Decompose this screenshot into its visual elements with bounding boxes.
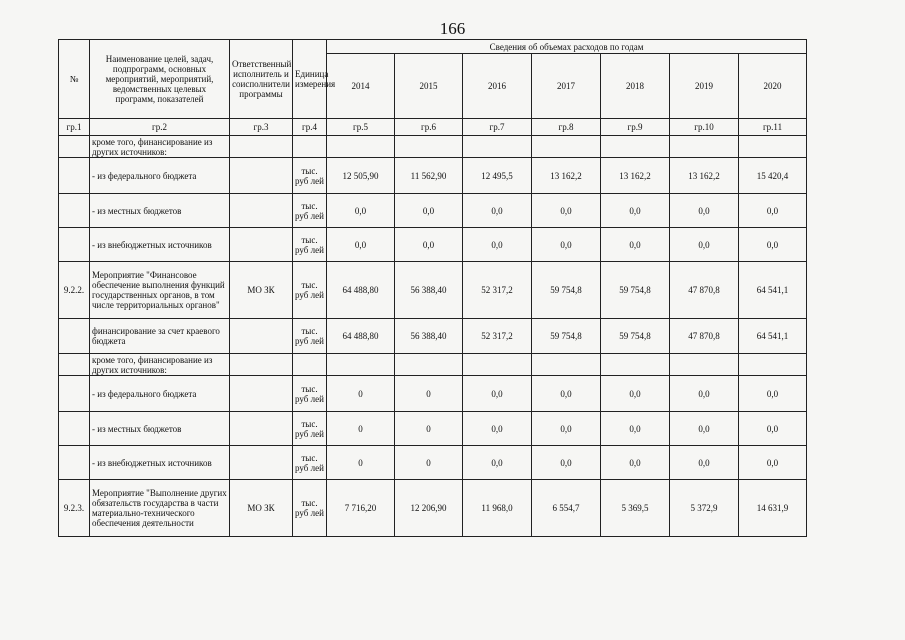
header-year: 2020 [739,54,807,119]
row-value: 52 317,2 [463,319,532,354]
row-value: 0,0 [532,412,601,446]
row-value: 0,0 [739,446,807,480]
row-value: 0 [327,446,395,480]
column-number: гр.5 [327,119,395,136]
header-year: 2019 [670,54,739,119]
row-responsible [230,354,293,376]
row-value: 64 541,1 [739,319,807,354]
column-number: гр.9 [601,119,670,136]
row-name: - из местных бюджетов [90,412,230,446]
row-value: 0 [395,446,463,480]
row-value: 11 968,0 [463,480,532,537]
row-value: 15 420,4 [739,158,807,194]
row-name: Мероприятие "Выполнение других обязательств государства в части материально-технического обеспечения деятельности [90,480,230,537]
row-number: 9.2.2. [59,262,90,319]
row-unit: тыс. руб лей [293,158,327,194]
header-year: 2017 [532,54,601,119]
row-value: 12 495,5 [463,158,532,194]
row-unit: тыс. руб лей [293,194,327,228]
row-number: 9.2.3. [59,480,90,537]
row-value: 59 754,8 [601,319,670,354]
row-responsible [230,228,293,262]
row-number [59,376,90,412]
row-value: 0,0 [739,376,807,412]
table-row [59,446,807,480]
row-value: 0 [327,376,395,412]
table-row [59,194,807,228]
row-value: 7 716,20 [327,480,395,537]
row-unit: тыс. руб лей [293,319,327,354]
row-value: 0,0 [463,446,532,480]
column-number: гр.4 [293,119,327,136]
row-value: 0,0 [739,412,807,446]
column-number: гр.10 [670,119,739,136]
row-value: 64 541,1 [739,262,807,319]
column-number: гр.11 [739,119,807,136]
table-row [59,228,807,262]
row-value: 0,0 [395,194,463,228]
row-value [532,354,601,376]
row-number [59,194,90,228]
row-value: 0,0 [601,376,670,412]
row-value: 0,0 [532,376,601,412]
row-value: 13 162,2 [601,158,670,194]
row-value: 0 [327,412,395,446]
row-value: 52 317,2 [463,262,532,319]
row-value: 56 388,40 [395,262,463,319]
table-body [59,119,807,537]
row-value: 47 870,8 [670,319,739,354]
column-number: гр.6 [395,119,463,136]
row-responsible [230,412,293,446]
row-value: 0,0 [601,194,670,228]
header-responsible: Ответственный исполнитель и соисполнители программы [230,40,293,119]
row-value: 0,0 [463,376,532,412]
column-number: гр.1 [59,119,90,136]
row-unit: тыс. руб лей [293,376,327,412]
row-value: 0,0 [532,446,601,480]
table-row [59,158,807,194]
row-unit: тыс. руб лей [293,262,327,319]
row-name: финансирование за счет краевого бюджета [90,319,230,354]
row-unit [293,136,327,158]
row-value: 0,0 [395,228,463,262]
row-value: 5 369,5 [601,480,670,537]
row-value: 0,0 [670,376,739,412]
row-number [59,412,90,446]
row-value: 13 162,2 [670,158,739,194]
row-value [739,136,807,158]
row-value: 0,0 [670,446,739,480]
page-number: 166 [439,19,466,38]
row-value: 64 488,80 [327,262,395,319]
row-value: 0,0 [601,412,670,446]
row-value: 0 [395,376,463,412]
header-expenses: Сведения об объемах расходов по годам [327,40,807,54]
row-value: 47 870,8 [670,262,739,319]
row-name: - из внебюджетных источников [90,446,230,480]
row-value: 11 562,90 [395,158,463,194]
row-unit [293,354,327,376]
row-number [59,136,90,158]
row-value: 59 754,8 [532,319,601,354]
column-number: гр.7 [463,119,532,136]
row-value: 12 206,90 [395,480,463,537]
header-year: 2015 [395,54,463,119]
table-row [59,376,807,412]
row-value [670,136,739,158]
row-value: 0,0 [532,194,601,228]
row-responsible [230,194,293,228]
header-unit: Единица измерения [293,40,327,119]
row-value: 0,0 [670,412,739,446]
row-unit: тыс. руб лей [293,480,327,537]
row-value: 14 631,9 [739,480,807,537]
row-responsible [230,446,293,480]
row-name: кроме того, финансирование из других источников: [90,136,230,158]
row-value: 6 554,7 [532,480,601,537]
table-row [59,480,807,537]
header-year: 2016 [463,54,532,119]
row-value [395,354,463,376]
row-value: 0,0 [532,228,601,262]
row-responsible [230,158,293,194]
row-value [601,354,670,376]
table-row [59,136,807,158]
row-value: 5 372,9 [670,480,739,537]
row-number [59,228,90,262]
row-responsible [230,319,293,354]
table-row [59,354,807,376]
row-unit: тыс. руб лей [293,446,327,480]
column-number: гр.3 [230,119,293,136]
row-name: кроме того, финансирование из других источников: [90,354,230,376]
row-unit: тыс. руб лей [293,228,327,262]
row-value: 0,0 [601,446,670,480]
row-value [739,354,807,376]
row-value: 56 388,40 [395,319,463,354]
row-value [463,136,532,158]
row-value: 59 754,8 [532,262,601,319]
row-unit: тыс. руб лей [293,412,327,446]
row-value: 13 162,2 [532,158,601,194]
row-name: - из федерального бюджета [90,158,230,194]
table-row [59,262,807,319]
row-number [59,354,90,376]
column-number: гр.2 [90,119,230,136]
expenses-table [58,39,807,537]
row-number [59,319,90,354]
row-value: 0 [395,412,463,446]
row-name: - из внебюджетных источников [90,228,230,262]
row-value: 0,0 [463,412,532,446]
row-value [395,136,463,158]
row-name: - из федерального бюджета [90,376,230,412]
row-value: 0,0 [739,228,807,262]
row-responsible: МО ЗК [230,480,293,537]
row-value [463,354,532,376]
header-number: № [59,40,90,119]
header-year: 2014 [327,54,395,119]
row-value: 0,0 [463,228,532,262]
header-name: Наименование целей, задач, подпрограмм, основных мероприятий, мероприятий, ведомственных целевых программ, показателей [90,40,230,119]
row-value [532,136,601,158]
table-row [59,319,807,354]
row-value: 64 488,80 [327,319,395,354]
column-number: гр.8 [532,119,601,136]
row-value [327,354,395,376]
row-value [601,136,670,158]
row-value: 59 754,8 [601,262,670,319]
row-value [670,354,739,376]
row-value: 0,0 [670,228,739,262]
row-value: 12 505,90 [327,158,395,194]
column-numbers-row [59,119,807,136]
row-responsible [230,376,293,412]
row-name: Мероприятие "Финансовое обеспечение выполнения функций государственных органов, в том числе территориальных органов" [90,262,230,319]
table-row [59,412,807,446]
header-year: 2018 [601,54,670,119]
row-responsible [230,136,293,158]
row-value: 0,0 [463,194,532,228]
row-value [327,136,395,158]
row-value: 0,0 [601,228,670,262]
row-value: 0,0 [739,194,807,228]
row-value: 0,0 [670,194,739,228]
row-value: 0,0 [327,228,395,262]
row-number [59,446,90,480]
row-responsible: МО ЗК [230,262,293,319]
row-number [59,158,90,194]
row-name: - из местных бюджетов [90,194,230,228]
row-value: 0,0 [327,194,395,228]
